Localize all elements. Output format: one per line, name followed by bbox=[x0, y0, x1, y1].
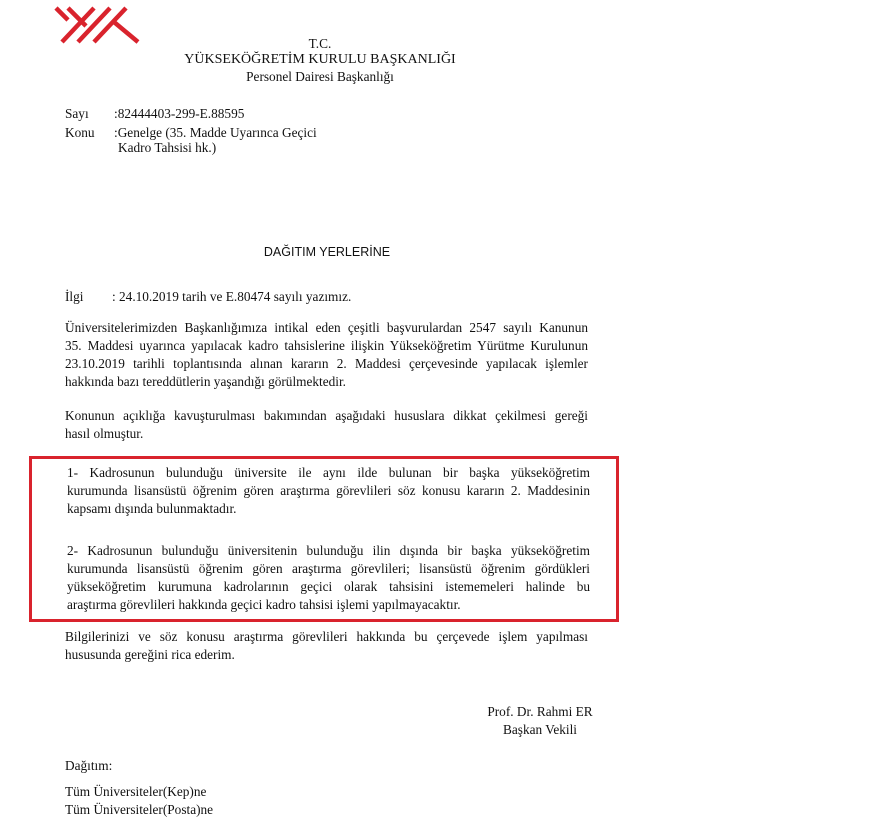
text-line: 1- Kadrosunun bulunduğu üniversite ile aynı ilde bulunan bir başka yükseköğretim bbox=[67, 465, 590, 480]
text-line: hakkında bazı tereddütlerin yaşandığı görülmektedir. bbox=[65, 374, 346, 389]
ilgi-value: : 24.10.2019 tarih ve E.80474 sayılı yazımız. bbox=[112, 289, 352, 304]
signature-name: Prof. Dr. Rahmi ER bbox=[487, 704, 593, 719]
header-department: Personel Dairesi Başkanlığı bbox=[246, 69, 394, 84]
paragraph-1 bbox=[65, 319, 588, 391]
text-line: 35. Maddesi uyarınca yapılacak kadro tahsislerine ilişkin Yükseköğretim Yürütme Kurulunun bbox=[65, 338, 588, 353]
header-institution: YÜKSEKÖĞRETİM KURULU BAŞKANLIĞI bbox=[184, 52, 456, 67]
konu-label: Konu bbox=[65, 125, 95, 140]
signature-title: Başkan Vekili bbox=[503, 722, 577, 737]
item-2 bbox=[67, 542, 590, 614]
header-tc: T.C. bbox=[308, 36, 332, 51]
konu-value-cont: Kadro Tahsisi hk.) bbox=[118, 140, 217, 155]
text-line: araştırma görevlileri hakkında geçici kadro tahsisi işlemi yapılmayacaktır. bbox=[67, 597, 461, 612]
distribution-label: Dağıtım: bbox=[65, 758, 113, 773]
text-line: hasıl olmuştur. bbox=[65, 426, 144, 441]
paragraph-2 bbox=[65, 407, 588, 443]
text-line: kurumunda lisansüstü öğrenim gören araştırma görevlileri; lisansüstü öğrenim gördükleri bbox=[67, 561, 590, 576]
text-line: Konunun açıklığa kavuşturulması bakımından aşağıdaki hususlara dikkat çekilmesi gereği bbox=[65, 408, 588, 423]
text-line: hususunda gereğini rica ederim. bbox=[65, 647, 235, 662]
closing-paragraph bbox=[65, 628, 588, 664]
konu-value: :Genelge (35. Madde Uyarınca Geçici bbox=[114, 125, 317, 140]
sayi-value: :82444403-299-E.88595 bbox=[114, 106, 245, 121]
text-line: Bilgilerinizi ve söz konusu araştırma görevlileri hakkında bu çerçevede işlem yapılması bbox=[65, 629, 588, 644]
text-line: yükseköğretim kurumuna kadrolarının geçici olarak tahsisini istememeleri halinde bu bbox=[67, 579, 590, 594]
highlight-box bbox=[29, 456, 619, 622]
text-line: Üniversitelerimizden Başkanlığımıza intikal eden çeşitli başvurulardan 2547 sayılı Kanunun bbox=[65, 320, 588, 335]
text-line: kurumunda lisansüstü öğrenim gören araştırma görevlileri söz konusu kararın 2. Maddesinin bbox=[67, 483, 590, 498]
sayi-label: Sayı bbox=[65, 106, 89, 121]
yok-logo bbox=[54, 6, 144, 44]
recipient-heading: DAĞITIM YERLERİNE bbox=[263, 245, 391, 259]
text-line: kapsamı dışında bulunmaktadır. bbox=[67, 501, 237, 516]
distribution-item: Tüm Üniversiteler(Posta)ne bbox=[65, 802, 214, 817]
item-1 bbox=[67, 464, 590, 518]
text-line: 23.10.2019 tarihli toplantısında alınan kararın 2. Maddesi çerçevesinde yapılacak işlemler bbox=[65, 356, 588, 371]
text-line: 2- Kadrosunun bulunduğu üniversitenin bulunduğu ilin dışında bir başka yükseköğretim bbox=[67, 543, 590, 558]
ilgi-label: İlgi bbox=[65, 289, 84, 304]
distribution-item: Tüm Üniversiteler(Kep)ne bbox=[65, 784, 207, 799]
